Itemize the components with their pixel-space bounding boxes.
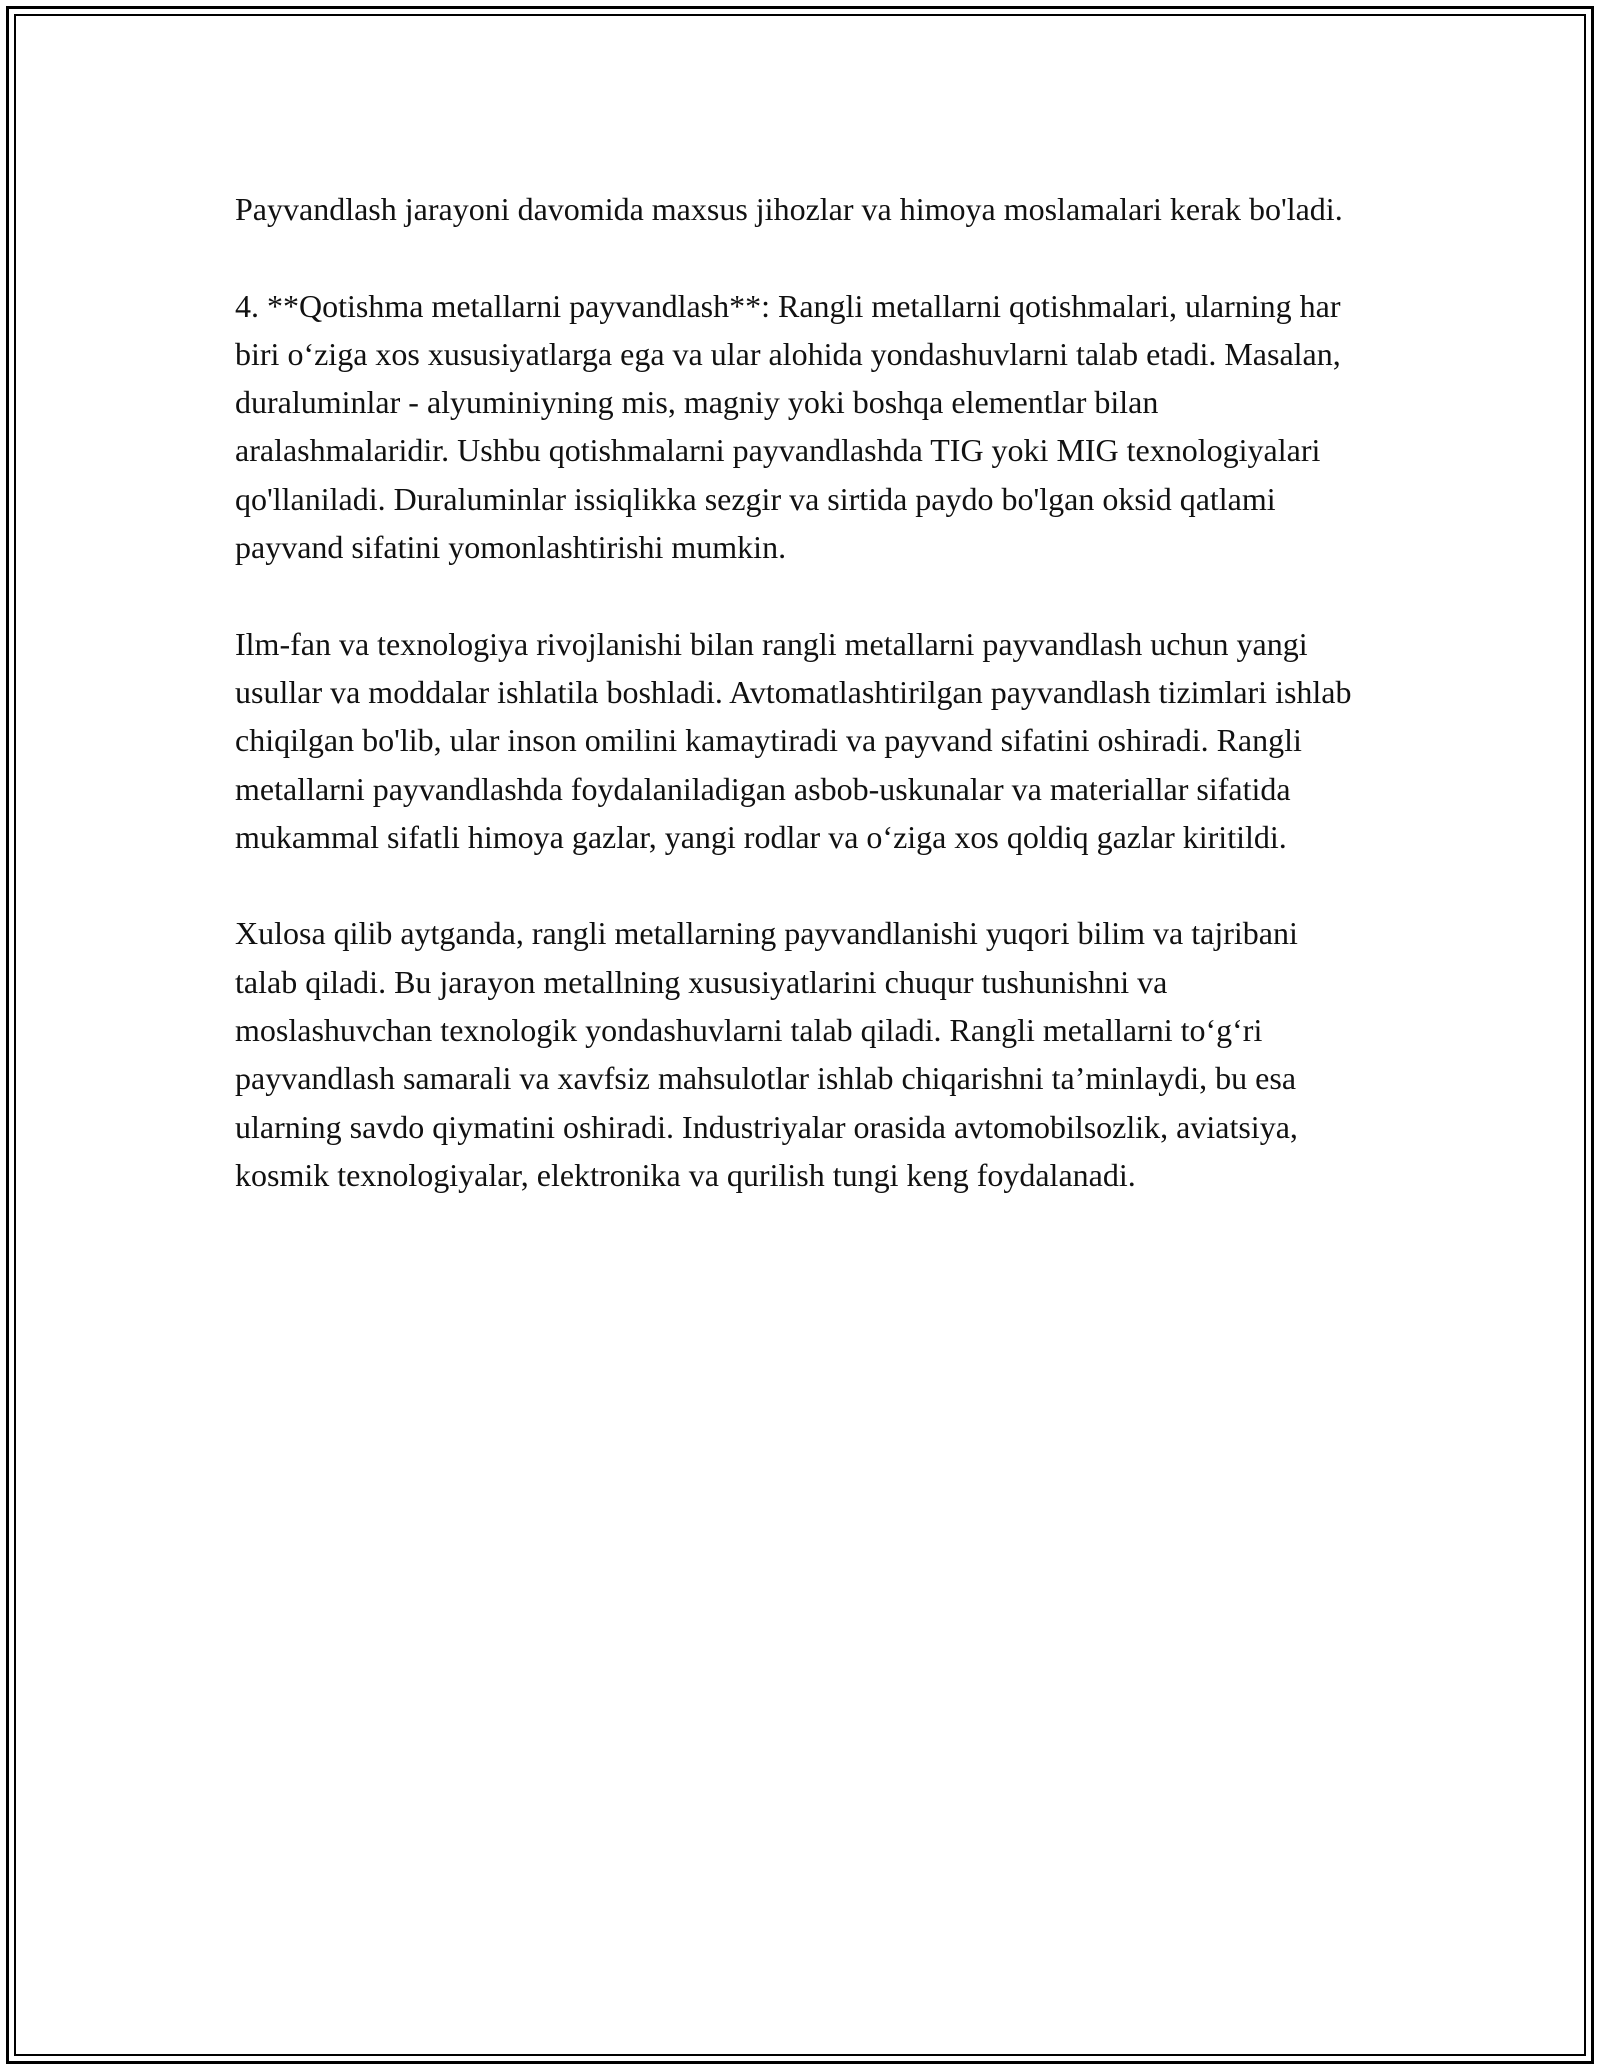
paragraph-intro: Payvandlash jarayoni davomida maxsus jihozlar va himoya moslamalari kerak bo'ladi. (235, 191, 1343, 227)
paragraph-technology: Ilm-fan va texnologiya rivojlanishi bilan rangli metallarni payvandlash uchun yangi usullar va moddalar ishlatila boshladi. Avtomatlashtirilgan payvandlash tizimlari ishlab chiqilgan bo'lib, ular inson omilini kamaytiradi va payvand sifatini oshiradi. Rangli metallarni payvandlashda foydalaniladigan asbob-uskunalar va materiallar sifatida mukammal sifatli himoya gazlar, yangi rodlar va o‘ziga xos qoldiq gazlar kiritildi. (235, 625, 1352, 855)
paragraph-conclusion: Xulosa qilib aytganda, rangli metallarning payvandlanishi yuqori bilim va tajribani talab qiladi. Bu jarayon metallning xususiyatlarini chuqur tushunishni va moslashuvchan texnologik yondashuvlarni talab qiladi. Rangli metallarni to‘g‘ri payvandlash samarali va xavfsiz mahsulotlar ishlab chiqarishni ta’minlaydi, bu esa ularning savdo qiymatini oshiradi. Industriyalar orasida avtomobilsozlik, aviatsiya, kosmik texnologiyalar, elektronika va qurilish tungi keng foydalanadi. (235, 915, 1298, 1193)
paragraph-alloy-welding: 4. **Qotishma metallarni payvandlash**: Rangli metallarni qotishmalari, ularning har biri o‘ziga xos xususiyatlarga ega va ular alohida yondashuvlarni talab etadi. Masalan, duraluminlar - alyuminiyning mis, magniy yoki boshqa elementlar bilan aralashmalaridir. Ushbu qotishmalarni payvandlashda TIG yoki MIG texnologiyalari qo'llaniladi. Duraluminlar issiqlikka sezgir va sirtida paydo bo'lgan oksid qatlami payvand sifatini yomonlashtirishi mumkin. (235, 287, 1341, 566)
document-body (235, 185, 1365, 1248)
